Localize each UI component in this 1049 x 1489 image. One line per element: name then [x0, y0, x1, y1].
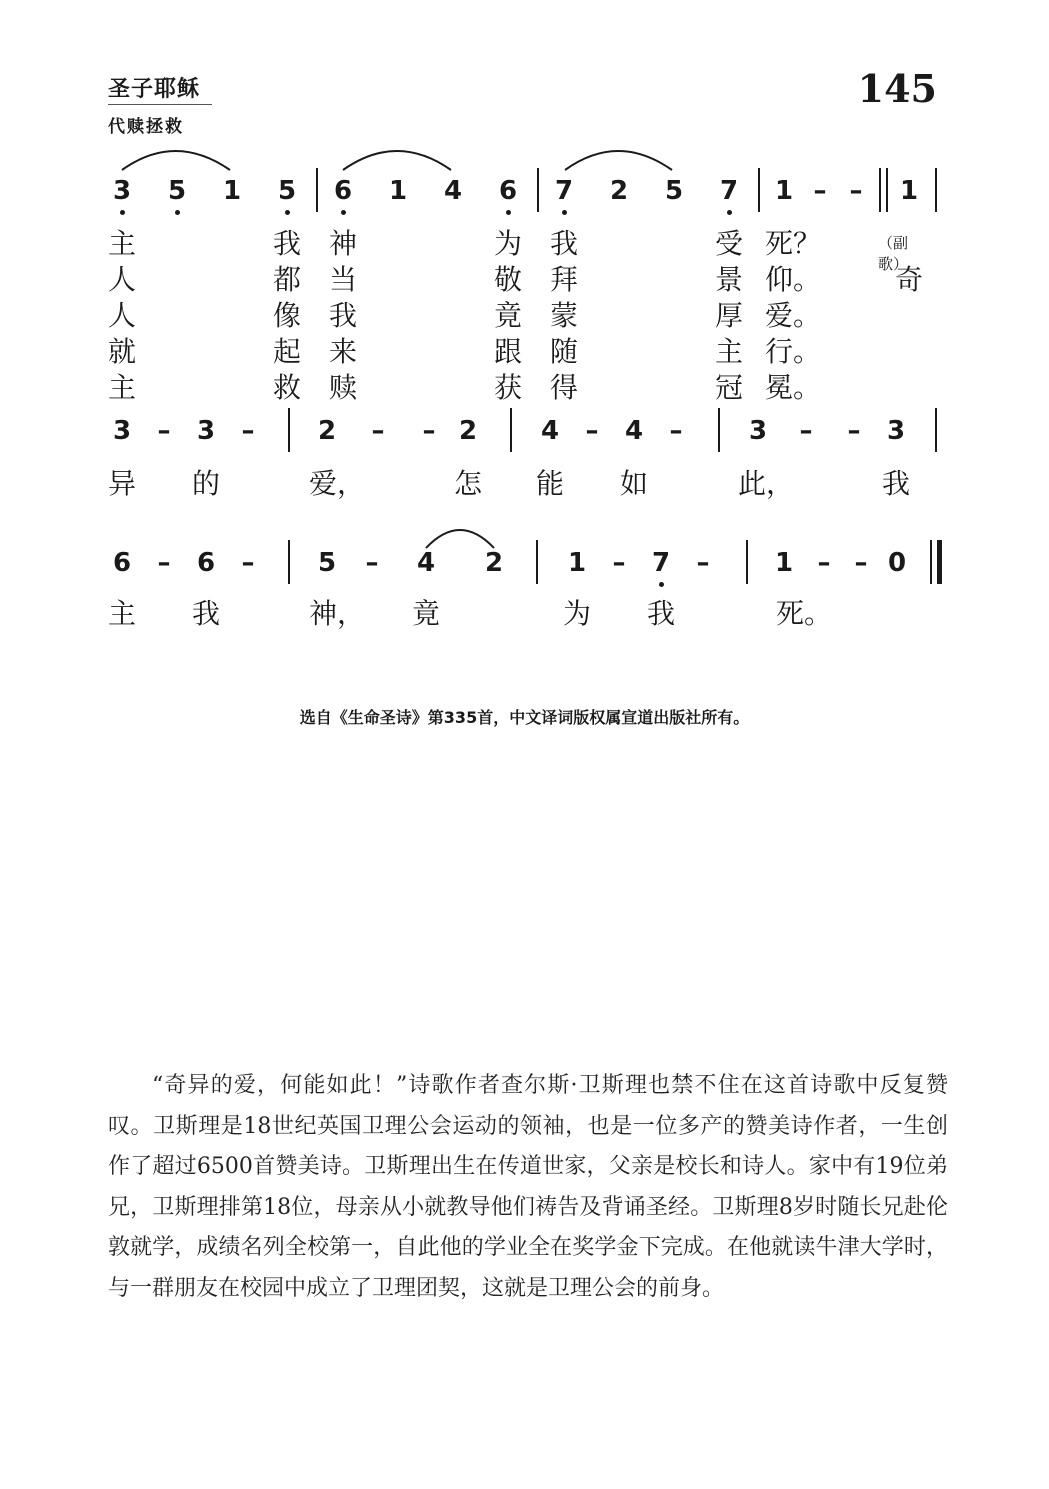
note: 5 — [664, 176, 684, 206]
bar-line — [288, 540, 290, 584]
lyric-syllable: 获 — [493, 371, 522, 404]
note: – — [669, 416, 683, 446]
score-row-2 — [0, 414, 1049, 454]
final-bar-line — [930, 540, 932, 584]
lyric-syllable: 能 — [535, 467, 564, 500]
bar-line — [758, 168, 760, 212]
lyric-syllable: 此， — [738, 467, 795, 500]
page-number: 145 — [857, 66, 937, 111]
lyric-syllable: 我 — [549, 227, 578, 260]
note: – — [371, 416, 385, 446]
lyric-syllable: 为 — [562, 597, 591, 630]
lyric-syllable: 厚 — [714, 299, 743, 332]
note: 4 — [624, 416, 644, 446]
note: 2 — [458, 416, 478, 446]
lyric-syllable: 神 — [328, 227, 357, 260]
lyric-syllable: 我 — [646, 597, 675, 630]
lyric-syllable: 仰。 — [765, 263, 822, 296]
note: 6 — [196, 548, 216, 578]
score-row-3 — [0, 546, 1049, 586]
lyric-syllable: 随 — [549, 335, 578, 368]
note: 4 — [540, 416, 560, 446]
lyric-syllable: 得 — [549, 371, 578, 404]
lyric-syllable: 景 — [714, 263, 743, 296]
note: 1 — [774, 548, 794, 578]
note: – — [813, 176, 827, 206]
note: 3 — [748, 416, 768, 446]
note: 2 — [609, 176, 629, 206]
note: 6 — [112, 548, 132, 578]
lyric-syllable: 爱， — [309, 467, 366, 500]
bar-line — [935, 168, 937, 212]
title-rule — [108, 104, 212, 105]
lyric-syllable: 异 — [107, 467, 136, 500]
note: 5 — [317, 548, 337, 578]
lyric-syllable: 我 — [328, 299, 357, 332]
copyright-source-note: 选自《生命圣诗》第335首，中文译词版权属宣道出版社所有。 — [299, 708, 750, 727]
lyric-syllable: 神， — [309, 597, 366, 630]
lyric-syllable: 我 — [272, 227, 301, 260]
lyric-syllable: 死。 — [776, 597, 833, 630]
bar-line — [510, 408, 512, 452]
lyric-syllable: 爱。 — [765, 299, 822, 332]
note: – — [817, 548, 831, 578]
note: 1 — [388, 176, 408, 206]
lyric-syllable: 像 — [272, 299, 301, 332]
article-body — [108, 1066, 948, 1309]
score-row-1 — [0, 174, 1049, 214]
note: 2 — [317, 416, 337, 446]
slur — [565, 151, 672, 170]
lyric-syllable: 主 — [107, 597, 136, 630]
lyric-syllable: 竟 — [493, 299, 522, 332]
bar-line — [316, 168, 318, 212]
lyric-syllable: 主 — [107, 371, 136, 404]
note: 4 — [443, 176, 463, 206]
note: 3 — [106, 174, 138, 208]
note: – — [612, 548, 626, 578]
double-bar-line — [879, 168, 881, 212]
lyric-syllable: 为 — [493, 227, 522, 260]
note: – — [241, 548, 255, 578]
note: 5 — [161, 174, 193, 208]
lyric-syllable: 冕。 — [765, 371, 822, 404]
article-paragraph: “奇异的爱，何能如此！”诗歌作者查尔斯·卫斯理也禁不住在这首诗歌中反复赞叹。卫斯理是18世纪英国卫理公会运动的领袖，也是一位多产的赞美诗作者，一生创作了超过6500首赞美诗。卫斯理出生在传道世家，父亲是校长和诗人。家中有19位弟兄，卫斯理排第18位，母亲从小就教导他们祷告及背诵圣经。卫斯理8岁时随长兄赴伦敦就学，成绩名列全校第一，自此他的学业全在奖学金下完成。在他就读牛津大学时，与一群朋友在校园中成立了卫理团契，这就是卫理公会的前身。 — [108, 1073, 948, 1301]
hymn-title: 圣子耶稣 — [108, 76, 201, 102]
lyric-syllable: 跟 — [493, 335, 522, 368]
note: 1 — [222, 176, 242, 206]
lyric-syllable: 就 — [107, 335, 136, 368]
bar-line — [537, 168, 539, 212]
note: – — [849, 176, 863, 206]
note: – — [365, 548, 379, 578]
note: 1 — [899, 176, 919, 206]
lyric-syllable: 当 — [328, 263, 357, 296]
note: 7 — [645, 546, 677, 580]
note: 7 — [713, 174, 745, 208]
lyric-syllable: 怎 — [453, 467, 482, 500]
note: – — [696, 548, 710, 578]
lyric-syllable: 拜 — [549, 263, 578, 296]
lyric-syllable: 的 — [191, 467, 220, 500]
slur — [343, 151, 451, 170]
note: – — [854, 548, 868, 578]
note: 4 — [416, 548, 436, 578]
lyric-syllable: 我 — [881, 467, 910, 500]
chorus-tag: （副歌） — [878, 234, 909, 273]
lyric-syllable: 我 — [191, 597, 220, 630]
lyric-syllable: 起 — [272, 335, 301, 368]
lyric-syllable: 主 — [714, 335, 743, 368]
lyric-syllable: 冠 — [714, 371, 743, 404]
bar-line — [718, 408, 720, 452]
lyric-syllable: 敬 — [493, 263, 522, 296]
note: 3 — [112, 416, 132, 446]
lyric-syllable: 死？ — [765, 227, 822, 260]
note: 5 — [271, 174, 303, 208]
note: – — [422, 416, 436, 446]
note: 7 — [548, 174, 580, 208]
note: – — [157, 416, 171, 446]
note: 6 — [492, 174, 524, 208]
note: 3 — [196, 416, 216, 446]
lyric-syllable: 竟 — [411, 597, 440, 630]
bar-line — [536, 540, 538, 584]
note: 1 — [774, 176, 794, 206]
bar-line — [935, 408, 937, 452]
note: 6 — [327, 174, 359, 208]
lyric-syllable: 主 — [107, 227, 136, 260]
double-bar-line — [886, 168, 888, 212]
note: 2 — [484, 548, 504, 578]
lyric-syllable: 人 — [107, 263, 136, 296]
lyric-syllable: 受 — [714, 227, 743, 260]
lyric-syllable: 救 — [272, 371, 301, 404]
bar-line — [288, 408, 290, 452]
note: 1 — [567, 548, 587, 578]
bar-line — [746, 540, 748, 584]
slur — [122, 151, 230, 170]
lyric-syllable: 来 — [328, 335, 357, 368]
lyric-syllable: 人 — [107, 299, 136, 332]
lyric-syllable: 奇 — [894, 263, 923, 296]
lyric-syllable: 如 — [619, 467, 648, 500]
note: – — [585, 416, 599, 446]
note: – — [241, 416, 255, 446]
lyric-syllable: 都 — [272, 263, 301, 296]
note: 3 — [886, 416, 906, 446]
lyric-syllable: 赎 — [328, 371, 357, 404]
note: 0 — [887, 548, 907, 578]
lyric-syllable: 蒙 — [549, 299, 578, 332]
hymn-subtitle: 代赎拯救 — [108, 117, 184, 137]
final-bar-line — [937, 540, 942, 584]
lyric-syllable: 行。 — [765, 335, 822, 368]
note: – — [157, 548, 171, 578]
note: – — [847, 416, 861, 446]
note: – — [799, 416, 813, 446]
